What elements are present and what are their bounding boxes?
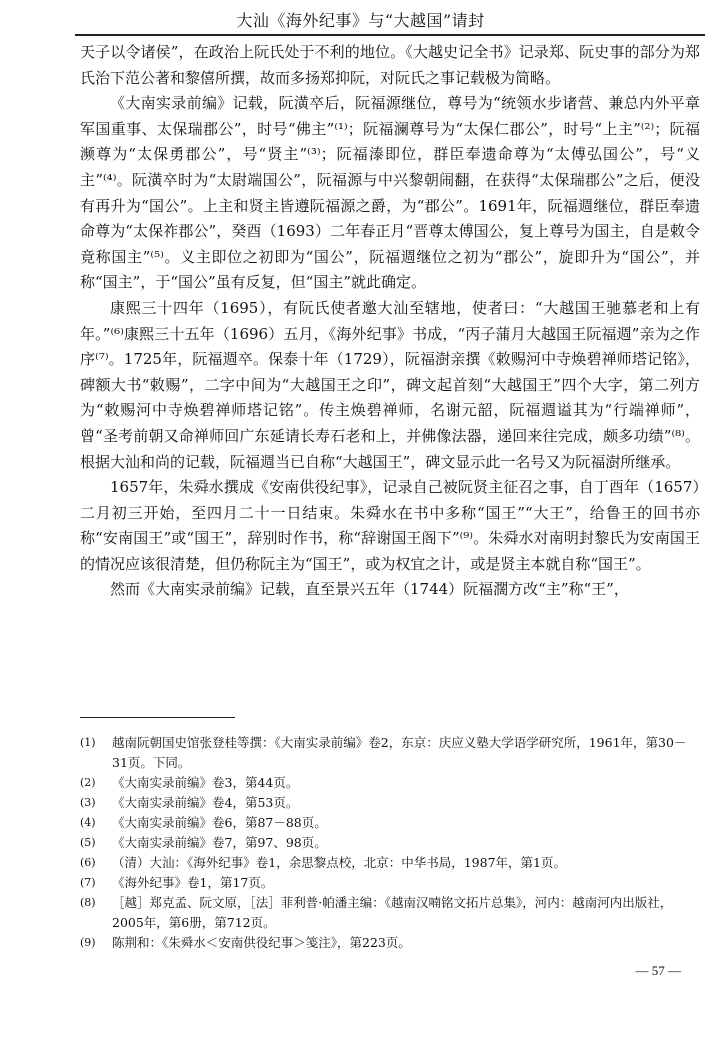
footnote-item — [80, 773, 700, 793]
footnote-item — [80, 893, 700, 933]
footnote-number: (2) — [80, 776, 96, 789]
footnotes — [80, 733, 700, 953]
footnote-item — [80, 853, 700, 873]
paragraph-5: 然而《大南实录前编》记载，直至景兴五年（1744）阮福濶方改“主”称“王”， — [110, 580, 629, 599]
footnote-number: (4) — [80, 816, 96, 829]
footnote-item — [80, 733, 700, 773]
footnote-number: (3) — [80, 796, 96, 809]
footnote-item — [80, 813, 700, 833]
paragraph-1: 天子以令诸侯”，在政治上阮氏处于不利的地位。《大越史记全书》记录郑、阮史事的部分为郑氏治下范公著和黎僖所撰，故而多扬郑抑阮，对阮氏之事记载极为简略。 — [80, 43, 700, 87]
footnote-number: (1) — [80, 736, 96, 749]
paragraph-2: 《大南实录前编》记载，阮潢卒后，阮福源继位，尊号为“统领水步诸营、兼总内外平章军国重事、太保瑞郡公”，时号“佛主”⁽¹⁾；阮福澜尊号为“太保仁郡公”，时号“上主”⁽²⁾；阮福濒尊为“太保勇郡公”，号“贤主”⁽³⁾；阮福溙即位，群臣奉遗命尊为“太傅弘国公”，号“义主”⁽⁴⁾。阮潢卒时为“太尉端国公”，阮福源与中兴黎朝闹翻，在获得“太保瑞郡公”之后，便没有再升为“国公”。上主和贤主皆遵阮福源之爵，为“郡公”。1691年，阮福週继位，群臣奉遗命尊为“太保祚郡公”，癸酉（1693）二年春正月“晋尊太傅国公，复上尊号为国主，自是敕令竟称国主”⁽⁵⁾。义主即位之初即为“国公”，阮福週继位之初为“郡公”，旋即升为“国公”，并称“国主”，于“国公”虽有反复，但“国主”就此确定。 — [80, 94, 700, 292]
header-rule — [75, 34, 705, 36]
footnote-number: (9) — [80, 936, 96, 949]
footnote-number: (7) — [80, 876, 96, 889]
paragraph-3: 康熙三十四年（1695），有阮氏使者邀大汕至辖地，使者曰：“大越国王驰慕老和上有年。”⁽⁶⁾康熙三十五年（1696）五月，《海外纪事》书成，“丙子蒲月大越国王阮福週”亲为之作序⁽⁷⁾。1725年，阮福週卒。保泰十年（1729），阮福澍亲撰《敕赐河中寺焕碧禅师塔记铭》，碑额大书“敕赐”，二字中间为“大越国王之印”，碑文起首刻“大越国王”四个大字，第二列方为“敕赐河中寺焕碧禅师塔记铭”。传主焕碧禅师，名谢元韶，阮福週谥其为“行端禅师”，曾“圣考前朝又命禅师回广东延请长寿石老和上，并佛像法器，递回来往完成，颇多功绩”⁽⁸⁾。根据大汕和尚的记载，阮福週当已自称“大越国王”，碑文显示此一名号又为阮福澍所继承。 — [80, 298, 700, 471]
footnote-number: (5) — [80, 836, 96, 849]
footnote-text: （清）大汕：《海外纪事》卷1，余思黎点校，北京：中华书局，1987年，第1页。 — [112, 855, 566, 870]
footnote-item — [80, 873, 700, 893]
footnote-text: ［越］郑克孟、阮文原，［法］菲利普·帕潘主编：《越南汉喃铭文拓片总集》，河内：越南河内出版社，2005年，第6册，第712页。 — [112, 895, 673, 930]
footnote-text: 《大南实录前编》卷6，第87－88页。 — [112, 815, 327, 830]
footnote-text: 陈荆和：《朱舜水＜安南供役纪事＞笺注》，第223页。 — [112, 935, 411, 950]
running-head: 大汕《海外纪事》与“大越国”请封 — [236, 11, 485, 30]
footnote-separator — [80, 717, 235, 718]
footnote-text: 《海外纪事》卷1，第17页。 — [112, 875, 274, 890]
footnote-text: 《大南实录前编》卷7，第97、98页。 — [112, 835, 327, 850]
page-number: — 57 — — [635, 963, 681, 978]
main-text — [80, 40, 700, 603]
footnote-number: (6) — [80, 856, 96, 869]
footnote-item — [80, 793, 700, 813]
footnote-item — [80, 933, 700, 953]
footnote-text: 《大南实录前编》卷3，第44页。 — [112, 775, 299, 790]
footnote-text: 《大南实录前编》卷4，第53页。 — [112, 795, 299, 810]
footnote-number: (8) — [80, 896, 96, 909]
paragraph-4: 1657年，朱舜水撰成《安南供役纪事》，记录自己被阮贤主征召之事，自丁酉年（1657）二月初三开始，至四月二十一日结束。朱舜水在书中多称“国王”“大王”，给鲁王的回书亦称“安南国王”或“国王”，辞别时作书，称“辞谢国王阁下”⁽⁹⁾。朱舜水对南明封黎氏为安南国王的情况应该很清楚，但仍称阮主为“国王”，或为权宜之计，或是贤主本就自称“国王”。 — [80, 478, 700, 573]
footnote-text: 越南阮朝国史馆张登桂等撰：《大南实录前编》卷2，东京：庆应义塾大学语学研究所，1961年，第30－31页。下同。 — [112, 735, 687, 770]
footnote-item — [80, 833, 700, 853]
